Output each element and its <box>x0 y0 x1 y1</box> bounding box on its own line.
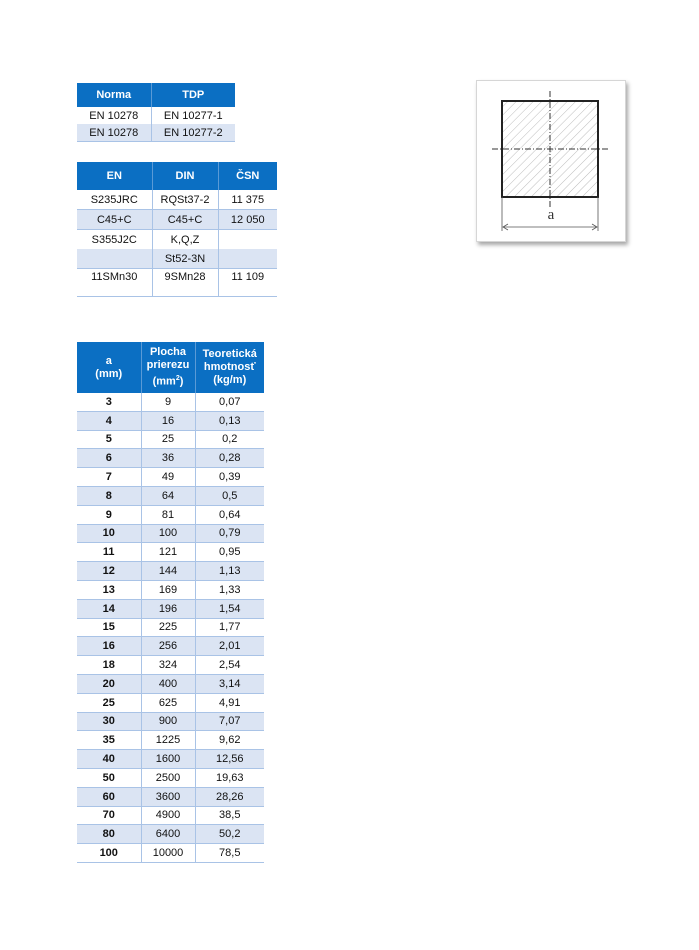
cell: S355J2C <box>77 230 152 250</box>
cell: S235JRC <box>77 190 152 210</box>
cell-a: 30 <box>77 712 141 731</box>
cell-a: 70 <box>77 806 141 825</box>
table-row <box>77 580 264 599</box>
table-row <box>77 599 264 618</box>
cell-weight: 7,07 <box>195 712 264 731</box>
cell-a: 4 <box>77 411 141 430</box>
cell: EN 10278 <box>77 107 151 124</box>
cell-area: 1225 <box>141 731 195 750</box>
table-row <box>77 468 264 487</box>
cell-area: 900 <box>141 712 195 731</box>
cell-area: 324 <box>141 656 195 675</box>
cell-area: 9 <box>141 393 195 411</box>
table-row <box>77 750 264 769</box>
table-row <box>77 618 264 637</box>
table-row <box>77 844 264 863</box>
cell-area: 4900 <box>141 806 195 825</box>
cell: 11 109 <box>218 269 277 297</box>
cell-a: 20 <box>77 674 141 693</box>
cell-weight: 0,2 <box>195 430 264 449</box>
header-tdp: TDP <box>151 83 235 107</box>
table-row <box>77 449 264 468</box>
cell-area: 3600 <box>141 787 195 806</box>
standards-table <box>77 83 235 142</box>
table-row <box>77 430 264 449</box>
cell-weight: 38,5 <box>195 806 264 825</box>
cell-area: 144 <box>141 562 195 581</box>
cell-area: 10000 <box>141 844 195 863</box>
cell-area: 100 <box>141 524 195 543</box>
cell: EN 10277-2 <box>151 124 235 142</box>
cell-area: 64 <box>141 486 195 505</box>
cell-a: 80 <box>77 825 141 844</box>
cell-area: 400 <box>141 674 195 693</box>
table-row <box>77 486 264 505</box>
cell-area: 6400 <box>141 825 195 844</box>
cell-weight: 12,56 <box>195 750 264 769</box>
cell-weight: 19,63 <box>195 768 264 787</box>
cell-weight: 2,01 <box>195 637 264 656</box>
cell-a: 16 <box>77 637 141 656</box>
cell-weight: 78,5 <box>195 844 264 863</box>
cell: RQSt37-2 <box>152 190 218 210</box>
dimension-label: a <box>547 207 555 223</box>
cell-a: 11 <box>77 543 141 562</box>
table-row <box>77 524 264 543</box>
cell: 11 375 <box>218 190 277 210</box>
table-row <box>77 656 264 675</box>
table-row <box>77 712 264 731</box>
cell: 11SMn30 <box>77 269 152 297</box>
cell-a: 15 <box>77 618 141 637</box>
table-row <box>77 825 264 844</box>
cell-a: 5 <box>77 430 141 449</box>
cell-a: 25 <box>77 693 141 712</box>
cell-a: 7 <box>77 468 141 487</box>
table-row <box>77 693 264 712</box>
cell-area: 121 <box>141 543 195 562</box>
cell-area: 169 <box>141 580 195 599</box>
cell-area: 196 <box>141 599 195 618</box>
cell-area: 49 <box>141 468 195 487</box>
cell-weight: 0,64 <box>195 505 264 524</box>
table-row <box>77 393 264 411</box>
table-row <box>77 768 264 787</box>
cell-a: 8 <box>77 486 141 505</box>
header-row <box>77 162 277 190</box>
cell-weight: 0,13 <box>195 411 264 430</box>
cell-weight: 1,13 <box>195 562 264 581</box>
cross-section-figure <box>476 80 626 242</box>
cell: K,Q,Z <box>152 230 218 250</box>
cell-weight: 1,54 <box>195 599 264 618</box>
cell-area: 16 <box>141 411 195 430</box>
cell-weight: 9,62 <box>195 731 264 750</box>
cell-a: 18 <box>77 656 141 675</box>
header-csn: ČSN <box>218 162 277 190</box>
cell-area: 36 <box>141 449 195 468</box>
cell <box>218 249 277 269</box>
cell-area: 81 <box>141 505 195 524</box>
cell-weight: 50,2 <box>195 825 264 844</box>
header-a: a (mm) <box>77 342 141 393</box>
cell-weight: 28,26 <box>195 787 264 806</box>
cell-a: 13 <box>77 580 141 599</box>
cell-weight: 0,07 <box>195 393 264 411</box>
cell: St52-3N <box>152 249 218 269</box>
header-area: Plocha prierezu $(mm^2)$ <box>141 342 195 393</box>
cell-a: 12 <box>77 562 141 581</box>
cell-weight: 2,54 <box>195 656 264 675</box>
table-row <box>77 124 235 142</box>
table-row <box>77 230 277 250</box>
cell-a: 60 <box>77 787 141 806</box>
cell-weight: 0,28 <box>195 449 264 468</box>
cell-a: 14 <box>77 599 141 618</box>
table-row <box>77 411 264 430</box>
cell-weight: 1,77 <box>195 618 264 637</box>
cell-a: 3 <box>77 393 141 411</box>
cell-area: 1600 <box>141 750 195 769</box>
table-row <box>77 806 264 825</box>
cell-weight: 4,91 <box>195 693 264 712</box>
cell-a: 10 <box>77 524 141 543</box>
cell-area: 25 <box>141 430 195 449</box>
cell-a: 50 <box>77 768 141 787</box>
table-row <box>77 562 264 581</box>
cell-a: 100 <box>77 844 141 863</box>
cell-a: 9 <box>77 505 141 524</box>
cell: 9SMn28 <box>152 269 218 297</box>
cell-weight: 0,79 <box>195 524 264 543</box>
cell-weight: 0,39 <box>195 468 264 487</box>
header-weight: Teoretická hmotnosť (kg/m) <box>195 342 264 393</box>
cell: C45+C <box>77 210 152 230</box>
cell-area: 256 <box>141 637 195 656</box>
cell-weight: 0,95 <box>195 543 264 562</box>
table-row <box>77 637 264 656</box>
header-row <box>77 83 235 107</box>
cell-weight: 3,14 <box>195 674 264 693</box>
header-din: DIN <box>152 162 218 190</box>
table-row <box>77 210 277 230</box>
cell-weight: 1,33 <box>195 580 264 599</box>
cell: 12 050 <box>218 210 277 230</box>
grades-table <box>77 162 277 297</box>
table-row <box>77 269 277 297</box>
cell-a: 35 <box>77 731 141 750</box>
table-row <box>77 107 235 124</box>
cell <box>218 230 277 250</box>
header-en: EN <box>77 162 152 190</box>
table-row <box>77 249 277 269</box>
table-row <box>77 674 264 693</box>
table-row <box>77 190 277 210</box>
header-norma: Norma <box>77 83 151 107</box>
cell-area: 625 <box>141 693 195 712</box>
cell: EN 10277-1 <box>163 109 223 122</box>
dimensions-table <box>77 342 264 863</box>
table-row <box>77 543 264 562</box>
table-row <box>77 731 264 750</box>
cell-area: 2500 <box>141 768 195 787</box>
header-row <box>77 342 264 393</box>
cell-weight: 0,5 <box>195 486 264 505</box>
cell-area: 225 <box>141 618 195 637</box>
cell: EN 10278 <box>77 124 151 142</box>
cell-a: 6 <box>77 449 141 468</box>
cell-a: 40 <box>77 750 141 769</box>
cell: C45+C <box>152 210 218 230</box>
table-row <box>77 787 264 806</box>
cell <box>77 249 152 269</box>
table-row <box>77 505 264 524</box>
